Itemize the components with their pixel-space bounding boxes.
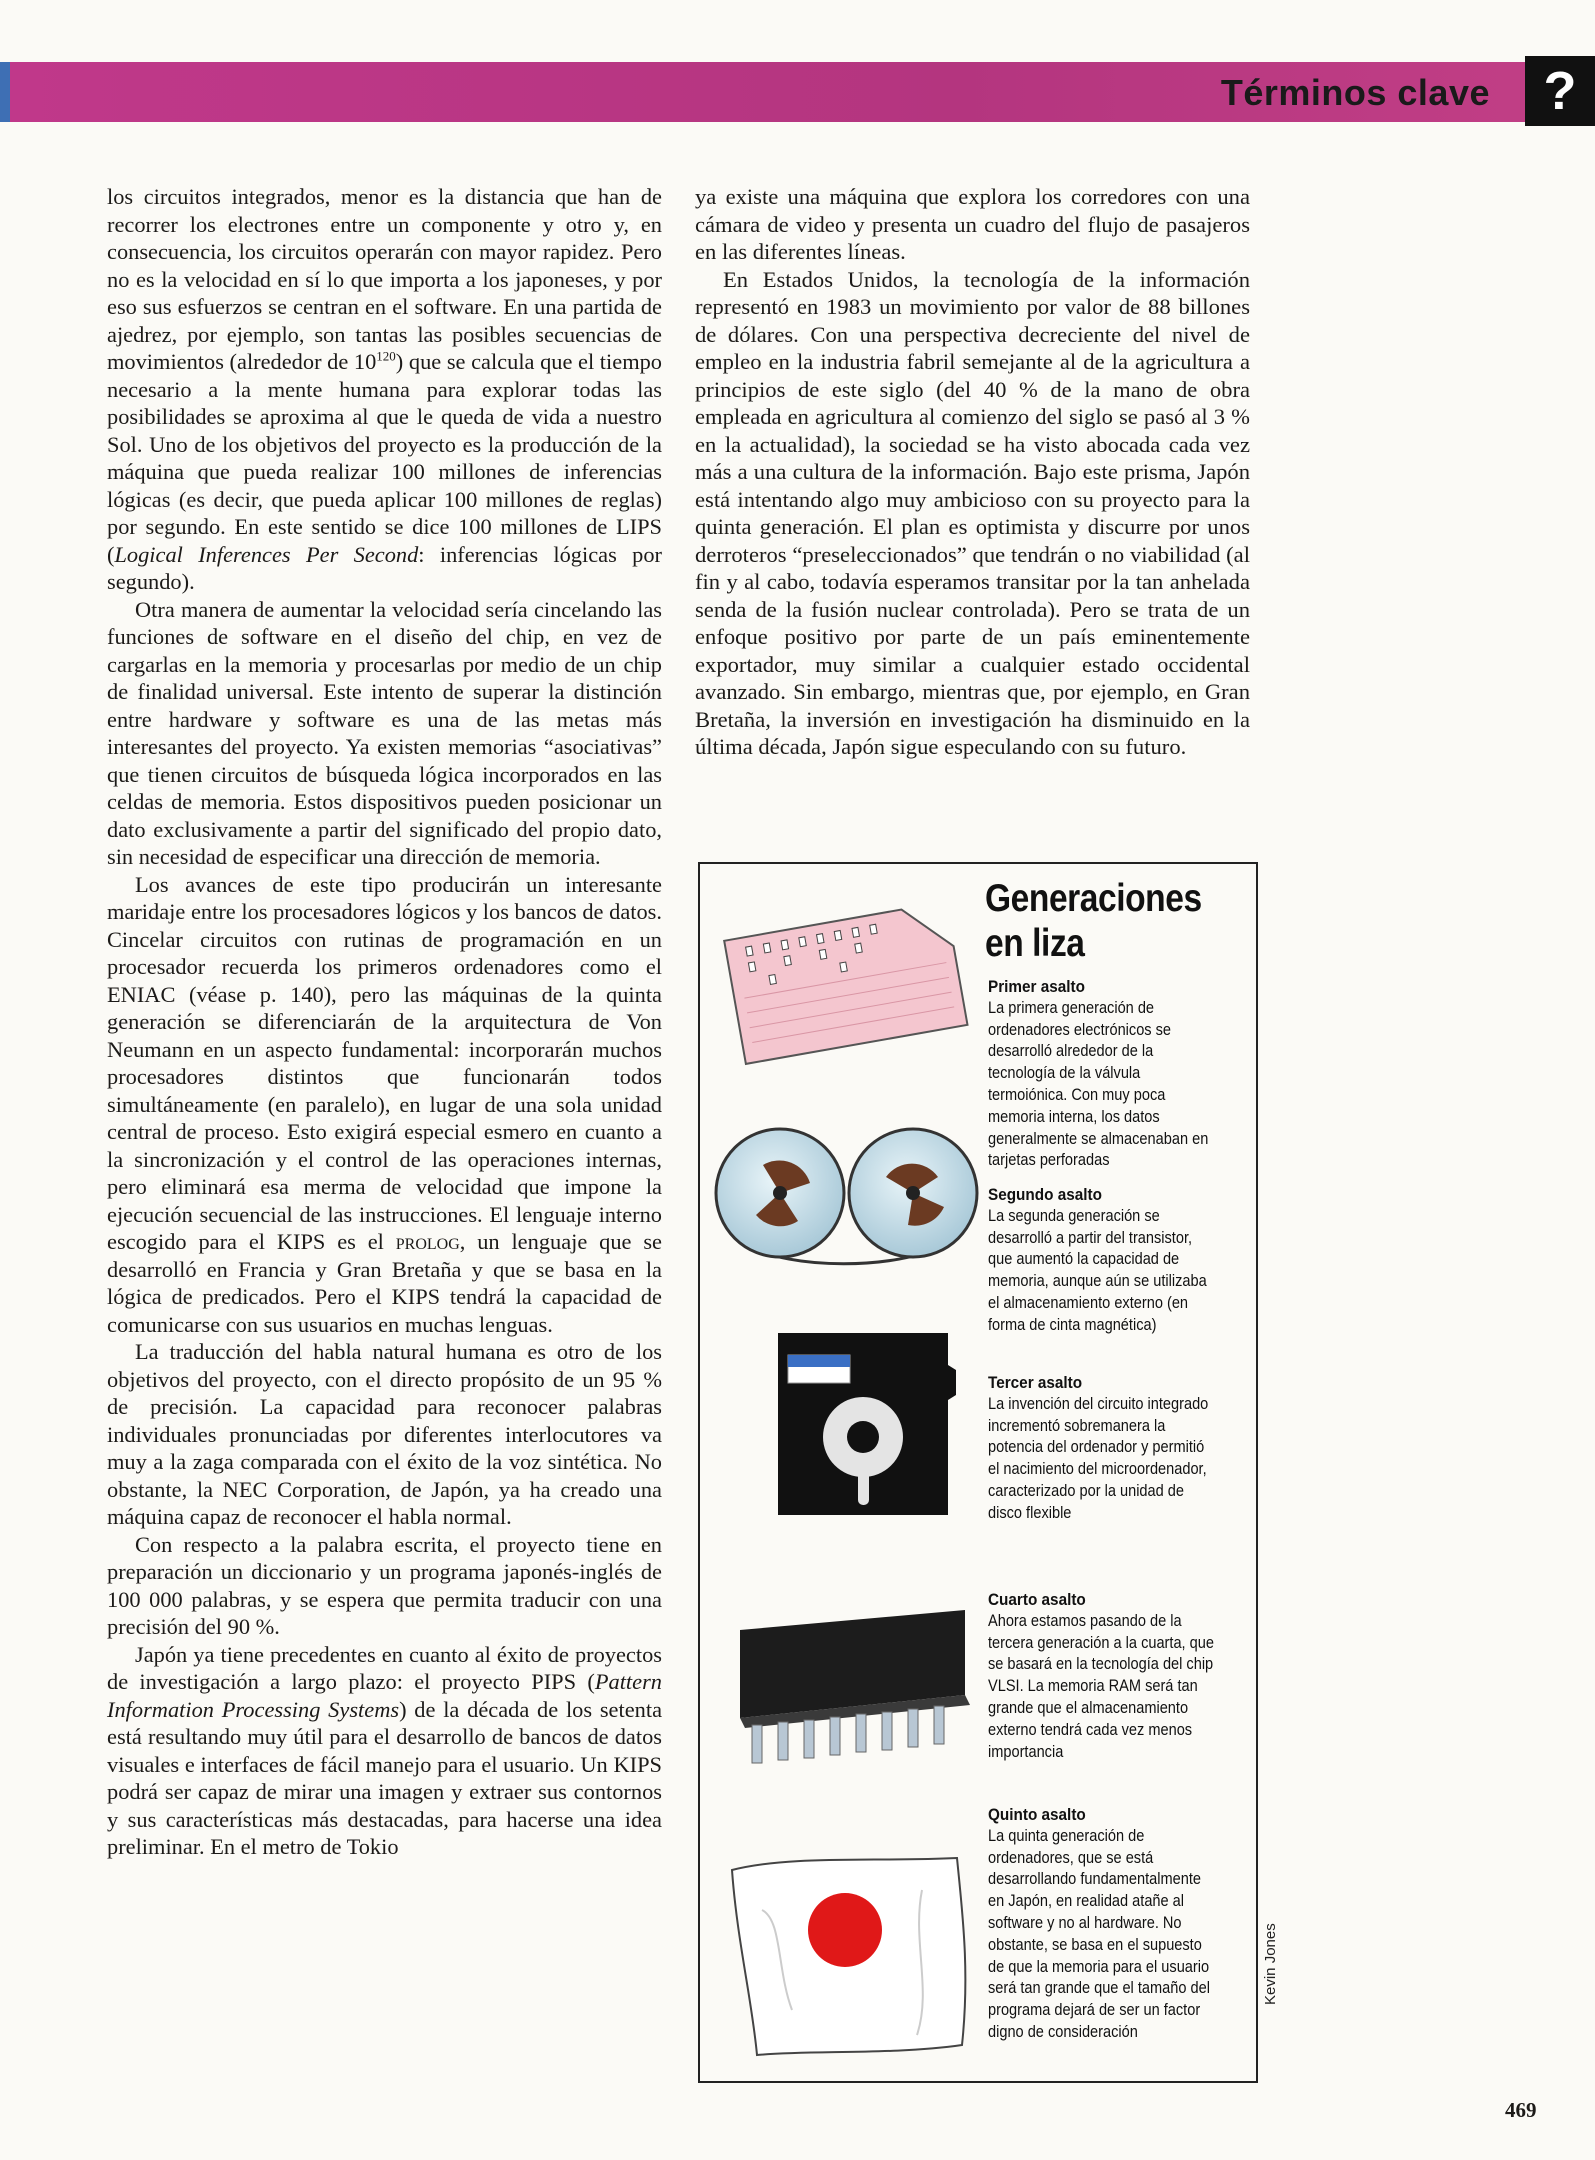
generation-text: La invención del circuito integrado incrementó sobremanera la potencia del ordenador y permitió el nacimiento del microordenador, caracterizado por la unidad de disco flexible bbox=[988, 1394, 1209, 1522]
body-paragraph: Con respecto a la palabra escrita, el proyecto tiene en preparación un diccionario y un programa japonés-inglés de 100 000 palabras, y se espera que permita traducir con una precisión del 90 %. bbox=[107, 1531, 662, 1639]
generation-entry-1 bbox=[988, 976, 1218, 1172]
japan-flag-icon bbox=[722, 1850, 977, 2060]
generation-text: La quinta generación de ordenadores, que se está desarrollando fundamentalmente en Japón, en realidad atañe al software y no al hardware. No obstante, se basa en el supuesto de que la memoria para el usuario será tan grande que el tamaño del programa dejará de ser un factor digno de consideración bbox=[988, 1826, 1210, 2041]
generation-entry-3 bbox=[988, 1372, 1218, 1525]
generation-heading: Cuarto asalto bbox=[988, 1590, 1086, 1609]
punched-card-icon bbox=[712, 880, 982, 1070]
generation-heading: Primer asalto bbox=[988, 977, 1085, 996]
generation-text: La segunda generación se desarrolló a partir del transistor, que aumentó la capacidad de memoria, aunque aún se utilizaba el almacenamiento externo (en forma de cinta magnética) bbox=[988, 1206, 1207, 1334]
generation-entry-5 bbox=[988, 1804, 1218, 2044]
generation-entry-2 bbox=[988, 1184, 1218, 1337]
floppy-disk-icon bbox=[770, 1325, 960, 1520]
sidebar-title bbox=[985, 876, 1209, 966]
sidebar-title-line2: en liza bbox=[985, 922, 1085, 965]
sidebar-title-line1: Generaciones bbox=[985, 877, 1202, 920]
body-paragraph: En Estados Unidos, la tecnología de la información representó en 1983 un movimiento por valor de 88 billones de dólares. Con una perspectiva decreciente del nivel de empleo en la industria fabril semejante al de la agricultura a principios de este siglo (del 40 % de la mano de obra empleada en agricultura al comienzo del siglo se pasó al 3 % en la actualidad), la sociedad se ha visto abocada cada vez más a una cultura de la información. Bajo este prisma, Japón está intentando algo muy ambicioso con su proyecto para la quinta generación. El plan es optimista y discurre por unos derroteros “preseleccionados” que tendrán o no viabilidad (al fin y al cabo, todavía esperamos transitar por la tan anhelada senda de la fusión nuclear controlada). Pero se trata de un enfoque positivo por parte de un país eminentemente exportador, muy similar a cualquier estado occidental avanzado. Sin embargo, mientras que, por ejemplo, en Gran Bretaña, la inversión en investigación ha disminuido en la última década, Japón sigue especulando con su futuro. bbox=[695, 266, 1250, 759]
body-paragraph: Japón ya tiene precedentes en cuanto al éxito de proyectos de investigación a largo plazo: el proyecto PIPS (Pattern Information Processing Systems) de la década de los setenta está resultando muy útil para el desarrollo de bancos de datos visuales e interfaces de fácil manejo para el usuario. Un KIPS podrá ser capaz de mirar una imagen y extraer sus contornos y sus características más destacadas, para hacerse una idea preliminar. En el metro de Tokio bbox=[107, 1641, 663, 1859]
illustration-credit: Kevin Jones bbox=[1262, 1923, 1279, 2005]
generation-entry-4 bbox=[988, 1589, 1218, 1763]
body-paragraph: ya existe una máquina que explora los corredores con una cámara de video y presenta un cuadro del flujo de pasajeros en las diferentes líneas. bbox=[695, 184, 1250, 264]
generation-heading: Quinto asalto bbox=[988, 1805, 1086, 1824]
body-paragraph: La traducción del habla natural humana es otro de los objetivos del proyecto, con el directo propósito de un 95 % de precisión. La capacidad para reconocer palabras individuales pronunciadas por diferentes interlocutores va muy a la zaga comparada con el éxito de la voz sintética. No obstante, la NEC Corporation, de Japón, ya ha creado una máquina capaz de reconocer el habla normal. bbox=[107, 1339, 662, 1529]
generation-heading: Segundo asalto bbox=[988, 1185, 1102, 1204]
right-text-column bbox=[695, 183, 1250, 761]
body-paragraph: Otra manera de aumentar la velocidad sería cincelando las funciones de software en el diseño del chip, en vez de cargarlas en la memoria y procesarlas por medio de un chip de finalidad universal. Este intento de superar la distinción entre hardware y software es una de las metas más interesantes del proyecto. Ya existen memorias “asociativas” que tienen circuitos de búsqueda lógica incorporados en las celdas de memoria. Estos dispositivos pueden posicionar un dato exclusivamente a partir del significado del propio dato, sin necesidad de especificar una dirección de memoria. bbox=[107, 596, 662, 869]
page-number: 469 bbox=[1505, 2098, 1537, 2122]
question-mark-icon: ? bbox=[1525, 56, 1595, 126]
left-text-column bbox=[107, 183, 662, 1861]
generation-heading: Tercer asalto bbox=[988, 1373, 1083, 1392]
vlsi-chip-icon bbox=[720, 1600, 980, 1770]
body-paragraph: los circuitos integrados, menor es la distancia que han de recorrer los electrones entre un componente y otro y, en consecuencia, los circuitos operarán con mayor rapidez. Pero no es la velocidad en sí lo que importa a los japoneses, y por eso sus esfuerzos se centran en el software. En una partida de ajedrez, por ejemplo, son tantas las posibles secuencias de movimientos (alrededor de $10^{120}$) que se calcula que el tiempo necesario a la mente humana para explorar todas las posibilidades se aproxima al que le queda de vida a nuestro Sol. Uno de los objetivos del proyecto es la producción de la máquina que pueda realizar 100 millones de inferencias lógicas (es decir, que pueda aplicar 100 millones de reglas) por segundo. En este sentido se dice 100 millones de LIPS (Logical Inferences Per Second: inferencias lógicas por segundo). bbox=[107, 184, 662, 594]
generation-text: Ahora estamos pasando de la tercera generación a la cuarta, que se basará en la tecnología del chip VLSI. La memoria RAM será tan grande que el almacenamiento externo tendrá cada vez menos importancia bbox=[988, 1611, 1214, 1761]
section-title: Términos clave bbox=[1220, 72, 1490, 113]
body-paragraph: Los avances de este tipo producirán un interesante maridaje entre los procesadores lógicos y los bancos de datos. Cincelar circuitos con rutinas de programación en un procesador recuerda los primeros ordenadores como el ENIAC (véase p. 140), pero las máquinas de la quinta generación se diferenciarán de la arquitectura de Von Neumann en un aspecto fundamental: incorporarán muchos procesadores distintos que funcionarán todos simultáneamente (en paralelo), en lugar de una sola unidad central de proceso. Esto exigirá especial esmero en cuanto a la sincronización y el control de las operaciones internas, pero eliminará esa merma de velocidad que impone la ejecución secuencial de las instrucciones. El lenguaje interno escogido para el KIPS es el prolog, un lenguaje que se desarrolló en Francia y Gran Bretaña y que se basa en la lógica de predicados. Pero el KIPS tendrá la capacidad de comunicarse con sus usuarios en muchas lenguas. bbox=[107, 871, 662, 1337]
generation-text: La primera generación de ordenadores electrónicos se desarrolló alrededor de la tecnología de la válvula termoiónica. Con muy poca memoria interna, los datos generalmente se almacenaban en tarjetas perforadas bbox=[988, 998, 1209, 1170]
banner-edge-strip bbox=[0, 62, 10, 122]
magnetic-tape-reels-icon bbox=[708, 1125, 983, 1270]
